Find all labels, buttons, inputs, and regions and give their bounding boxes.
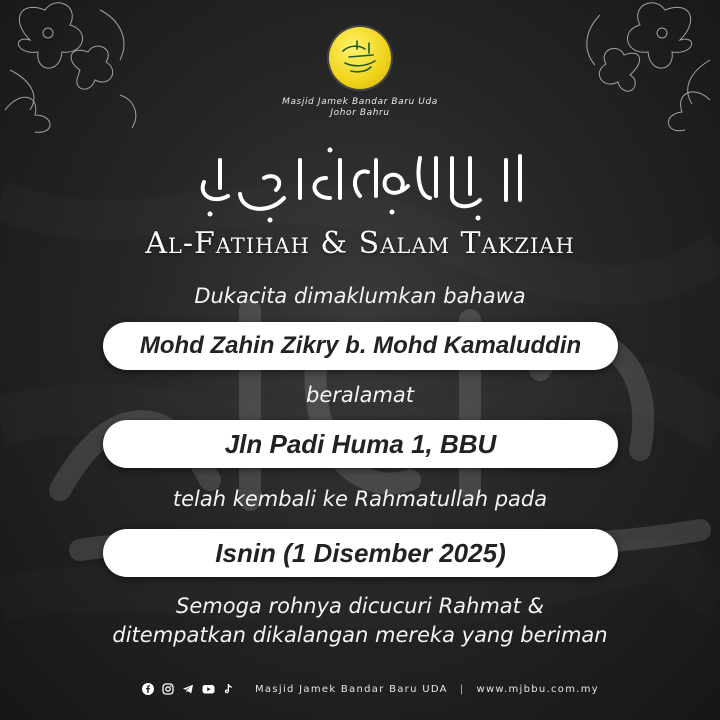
footer-separator: | bbox=[459, 683, 465, 695]
floral-decoration-left bbox=[0, 0, 150, 140]
footer-org-name: Masjid Jamek Bandar Baru UDA bbox=[255, 683, 448, 695]
footer bbox=[140, 679, 600, 699]
deceased-name: Mohd Zahin Zikry b. Mohd Kamaluddin bbox=[103, 322, 618, 370]
mosque-logo bbox=[329, 27, 391, 89]
footer-website-link[interactable]: www.mjbbu.com.my bbox=[476, 683, 599, 695]
youtube-icon[interactable] bbox=[201, 682, 215, 696]
instagram-icon[interactable] bbox=[161, 682, 175, 696]
intro-text: Dukacita dimaklumkan bahawa bbox=[194, 284, 526, 308]
telegram-icon[interactable] bbox=[181, 682, 195, 696]
prayer-line-1: Semoga rohnya dicucuri Rahmat & bbox=[176, 594, 544, 618]
floral-decoration-right bbox=[570, 0, 720, 140]
facebook-icon[interactable] bbox=[141, 682, 155, 696]
tiktok-icon[interactable] bbox=[221, 682, 235, 696]
org-name-line1: Masjid Jamek Bandar Baru Uda bbox=[282, 97, 438, 107]
prayer-line-2: ditempatkan dikalangan mereka yang beriman bbox=[112, 623, 608, 647]
passing-label: telah kembali ke Rahmatullah pada bbox=[172, 487, 548, 511]
address-value: Jln Padi Huma 1, BBU bbox=[103, 420, 618, 468]
address-label: beralamat bbox=[305, 383, 414, 407]
org-name-line2: Johor Bahru bbox=[330, 108, 390, 118]
date-value: Isnin (1 Disember 2025) bbox=[103, 529, 618, 577]
arabic-calligraphy-title bbox=[180, 138, 540, 228]
page-title: Al-Fatihah & Salam Takziah bbox=[145, 226, 575, 261]
